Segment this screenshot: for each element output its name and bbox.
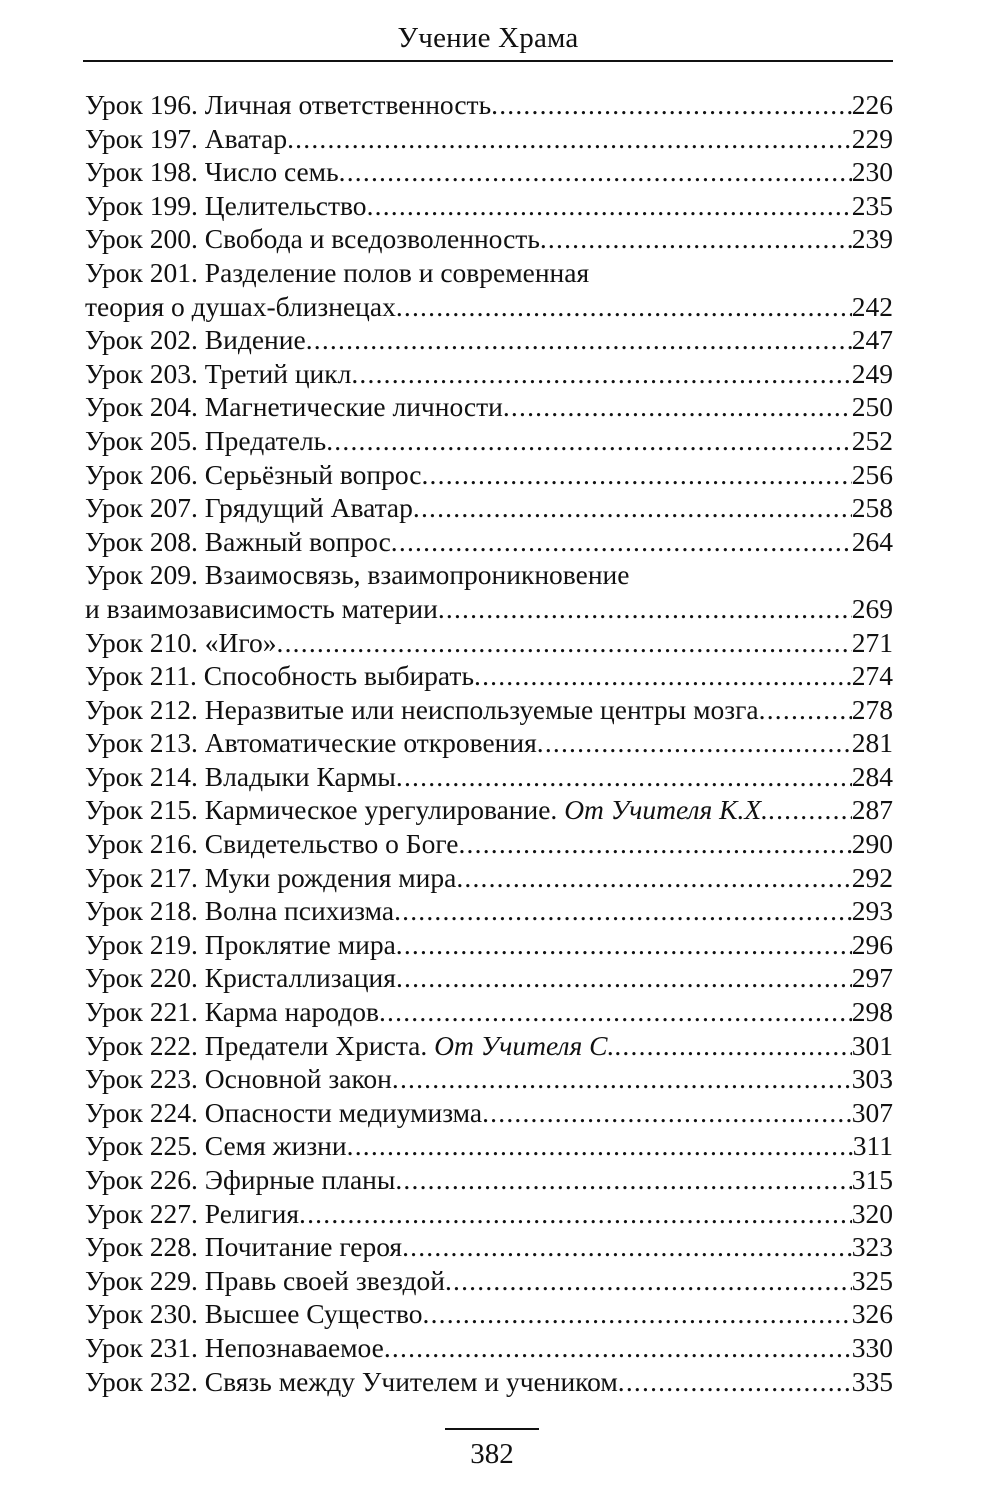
- dot-leader: [491, 88, 852, 122]
- toc-line: [85, 861, 893, 895]
- toc-lesson-label: Урок 216.: [85, 828, 198, 860]
- toc-page-number: 284: [851, 760, 893, 792]
- toc-lesson-label: Урок 225.: [85, 1130, 198, 1162]
- toc-title-line: [85, 760, 396, 794]
- toc-line: [85, 1029, 893, 1063]
- toc-lesson-label: Урок 227.: [85, 1197, 198, 1229]
- toc-lesson-label: Урок 202.: [85, 324, 198, 356]
- table-of-contents: [85, 88, 893, 1398]
- toc-entry: [85, 928, 893, 962]
- toc-title-line: [85, 1230, 402, 1264]
- toc-lesson-label: Урок 214.: [85, 760, 198, 792]
- toc-title-line: [85, 491, 413, 525]
- toc-title: Религия: [204, 1197, 300, 1229]
- toc-line: [85, 491, 893, 525]
- toc-page-number: 230: [851, 156, 893, 188]
- toc-entry: [85, 357, 893, 391]
- toc-title-line: [85, 357, 351, 391]
- toc-lesson-label: Урок 213.: [85, 727, 198, 759]
- toc-entry: [85, 1197, 893, 1231]
- toc-title: «Иго»: [204, 626, 277, 658]
- toc-entry: [85, 525, 893, 559]
- dot-leader: [402, 1230, 852, 1264]
- toc-line: [85, 1129, 893, 1163]
- toc-lesson-label: Урок 222.: [85, 1029, 198, 1061]
- toc-entry: [85, 256, 893, 323]
- toc-line: [85, 693, 893, 727]
- toc-title-line: [85, 827, 458, 861]
- toc-line: [85, 290, 893, 324]
- toc-page-number: 229: [851, 122, 893, 154]
- toc-page-number: 297: [851, 962, 893, 994]
- toc-line: [85, 961, 893, 995]
- toc-page-number: 256: [851, 458, 893, 490]
- toc-line: [85, 659, 893, 693]
- dot-leader: [396, 928, 852, 962]
- toc-page-number: 290: [851, 828, 893, 860]
- dot-leader: [482, 1096, 852, 1130]
- toc-entry: [85, 1129, 893, 1163]
- toc-page-number: 298: [851, 996, 893, 1028]
- toc-title-line: [85, 88, 491, 122]
- dot-leader: [421, 458, 851, 492]
- toc-page-number: 258: [851, 492, 893, 524]
- toc-entry: [85, 1163, 893, 1197]
- toc-lesson-label: Урок 215.: [85, 794, 198, 826]
- toc-lesson-label: Урок 199.: [85, 189, 198, 221]
- toc-title-line: [85, 558, 629, 592]
- toc-lesson-label: Урок 223.: [85, 1063, 198, 1095]
- toc-title: Личная ответственность: [204, 89, 492, 120]
- toc-title-line: [85, 1062, 392, 1096]
- toc-page-number: 278: [851, 693, 893, 725]
- toc-entry: [85, 558, 893, 625]
- toc-lesson-label: Урок 209.: [85, 559, 198, 591]
- toc-line: [85, 760, 893, 794]
- toc-lesson-label: Урок 203.: [85, 357, 198, 389]
- toc-title-line: [85, 122, 287, 156]
- toc-entry: [85, 390, 893, 424]
- toc-page-number: 325: [851, 1264, 893, 1296]
- toc-lesson-label: Урок 210.: [85, 626, 198, 658]
- toc-page-number: 303: [851, 1063, 893, 1095]
- toc-title: Семя жизни: [204, 1130, 347, 1162]
- toc-entry: [85, 1264, 893, 1298]
- toc-lesson-label: Урок 207.: [85, 492, 198, 524]
- toc-page-number: 269: [851, 592, 893, 624]
- toc-title: Связь между Учителем и учеником: [204, 1365, 618, 1397]
- toc-lesson-label: Урок 198.: [85, 156, 198, 188]
- toc-title: Серьёзный вопрос: [204, 458, 422, 490]
- toc-page-number: 296: [851, 928, 893, 960]
- toc-line: [85, 1096, 893, 1130]
- toc-title-line: [85, 1331, 384, 1365]
- dot-leader: [423, 1297, 852, 1331]
- toc-line: [85, 1365, 893, 1399]
- toc-page-number: 281: [851, 727, 893, 759]
- dot-leader: [413, 491, 852, 525]
- toc-title-line: [85, 525, 391, 559]
- toc-lesson-label: Урок 196.: [85, 89, 198, 120]
- toc-title: Число семь: [204, 156, 339, 188]
- toc-page-number: 335: [851, 1365, 893, 1397]
- dot-leader: [367, 189, 852, 223]
- toc-title: Разделение полов и современная: [204, 256, 590, 288]
- toc-line: [85, 122, 893, 156]
- toc-line: [85, 88, 893, 122]
- toc-line: [85, 525, 893, 559]
- toc-title: Опасности медиумизма: [204, 1096, 483, 1128]
- toc-title-line: [85, 222, 540, 256]
- dot-leader: [395, 1163, 851, 1197]
- toc-title: Свобода и вседозволенность: [204, 223, 540, 255]
- toc-lesson-label: Урок 221.: [85, 996, 198, 1028]
- toc-lesson-label: Урок 208.: [85, 525, 198, 557]
- toc-lesson-label: Урок 224.: [85, 1096, 198, 1128]
- toc-entry: [85, 222, 893, 256]
- toc-title-line: [85, 961, 396, 995]
- toc-entry: [85, 155, 893, 189]
- toc-entry: [85, 122, 893, 156]
- toc-page-number: 274: [851, 660, 893, 692]
- toc-title-line: [85, 424, 326, 458]
- dot-leader: [759, 693, 852, 727]
- toc-lesson-label: Урок 228.: [85, 1231, 198, 1263]
- toc-title-continuation: и взаимозависимость материи: [85, 592, 438, 624]
- toc-line: [85, 256, 893, 290]
- dot-leader: [537, 726, 852, 760]
- toc-title-line: [85, 693, 759, 727]
- toc-entry: [85, 323, 893, 357]
- toc-line: [85, 323, 893, 357]
- page-number: 382: [470, 1438, 514, 1470]
- toc-title-line: [85, 861, 456, 895]
- toc-entry: [85, 189, 893, 223]
- toc-entry: [85, 88, 893, 122]
- toc-page-number: 242: [851, 290, 893, 322]
- dot-leader: [299, 1197, 852, 1231]
- toc-title: Способность выбирать: [203, 660, 474, 692]
- toc-page-number: 239: [851, 223, 893, 255]
- toc-lesson-label: Урок 232.: [85, 1365, 198, 1397]
- toc-entry: [85, 793, 893, 827]
- toc-page-number: 235: [851, 189, 893, 221]
- toc-title: Предатель: [204, 424, 327, 456]
- dot-leader: [347, 1129, 853, 1163]
- toc-title: Владыки Кармы: [204, 760, 396, 792]
- dot-leader: [391, 525, 852, 559]
- toc-line: [85, 726, 893, 760]
- toc-line: [85, 357, 893, 391]
- toc-line: [85, 995, 893, 1029]
- toc-line: [85, 390, 893, 424]
- toc-lesson-label: Урок 220.: [85, 962, 198, 994]
- toc-title: Высшее Существо: [204, 1298, 423, 1330]
- toc-page-number: 247: [851, 324, 893, 356]
- toc-lesson-label: Урок 206.: [85, 458, 198, 490]
- toc-lesson-label: Урок 200.: [85, 223, 198, 255]
- toc-entry: [85, 726, 893, 760]
- toc-entry: [85, 995, 893, 1029]
- toc-page-number: 249: [851, 357, 893, 389]
- dot-leader: [445, 1264, 852, 1298]
- dot-leader: [394, 894, 852, 928]
- footer-rule: [445, 1428, 539, 1430]
- toc-page-number: 250: [851, 391, 893, 423]
- dot-leader: [339, 155, 852, 189]
- toc-title: Аватар: [204, 122, 288, 154]
- toc-line: [85, 626, 893, 660]
- toc-entry: [85, 1230, 893, 1264]
- toc-title-line: [85, 256, 589, 290]
- toc-line: [85, 458, 893, 492]
- toc-line: [85, 1062, 893, 1096]
- toc-page-number: 264: [851, 525, 893, 557]
- toc-page-number: 252: [851, 424, 893, 456]
- toc-title-line: [85, 1264, 445, 1298]
- toc-lesson-label: Урок 204.: [85, 391, 198, 423]
- toc-author: От Учителя С.: [434, 1029, 615, 1061]
- toc-lesson-label: Урок 218.: [85, 895, 198, 927]
- header-rule: [83, 60, 893, 62]
- toc-title-line: [85, 995, 379, 1029]
- toc-entry: [85, 1096, 893, 1130]
- toc-entry: [85, 491, 893, 525]
- toc-lesson-label: Урок 231.: [85, 1331, 198, 1363]
- dot-leader: [384, 1331, 852, 1365]
- toc-title-line: [85, 189, 367, 223]
- toc-title-line: [85, 323, 306, 357]
- toc-line: [85, 155, 893, 189]
- toc-page-number: 307: [851, 1096, 893, 1128]
- toc-lesson-label: Урок 212.: [85, 693, 198, 725]
- toc-title: Эфирные планы: [204, 1164, 396, 1195]
- dot-leader: [474, 659, 852, 693]
- toc-title-line: [85, 626, 277, 660]
- toc-entry: [85, 626, 893, 660]
- toc-page-number: 326: [851, 1298, 893, 1330]
- dot-leader: [768, 793, 852, 827]
- toc-title-line: [85, 1197, 299, 1231]
- toc-entry: [85, 693, 893, 727]
- dot-leader: [277, 626, 852, 660]
- toc-line: [85, 592, 893, 626]
- toc-entry: [85, 1062, 893, 1096]
- toc-entry: [85, 1365, 893, 1399]
- dot-leader: [379, 995, 852, 1029]
- toc-lesson-label: Урок 226.: [85, 1164, 198, 1195]
- toc-page-number: 293: [851, 895, 893, 927]
- toc-line: [85, 1297, 893, 1331]
- toc-title: Взаимосвязь, взаимопроникновение: [204, 559, 630, 591]
- toc-entry: [85, 961, 893, 995]
- dot-leader: [438, 592, 852, 626]
- toc-lesson-label: Урок 211.: [85, 660, 197, 692]
- toc-author: От Учителя К.Х.: [564, 794, 768, 826]
- toc-title-line: [85, 659, 474, 693]
- toc-entry: [85, 861, 893, 895]
- dot-leader: [351, 357, 851, 391]
- toc-line: [85, 827, 893, 861]
- toc-title: Кристаллизация: [204, 962, 396, 994]
- toc-page-number: 330: [851, 1331, 893, 1363]
- toc-title: Магнетические личности: [204, 391, 503, 423]
- toc-title: Свидетельство о Боге: [204, 828, 459, 860]
- toc-line: [85, 1230, 893, 1264]
- toc-title-line: [85, 1163, 395, 1197]
- toc-lesson-label: Урок 201.: [85, 256, 198, 288]
- toc-title: Правь своей звездой: [204, 1264, 445, 1296]
- toc-page-number: 315: [851, 1164, 893, 1195]
- toc-page-number: 323: [851, 1231, 893, 1263]
- toc-entry: [85, 659, 893, 693]
- dot-leader: [458, 827, 851, 861]
- toc-lesson-label: Урок 217.: [85, 861, 198, 893]
- toc-title: Почитание героя: [204, 1231, 403, 1263]
- toc-entry: [85, 1331, 893, 1365]
- toc-line: [85, 894, 893, 928]
- dot-leader: [326, 424, 852, 458]
- toc-title-line: [85, 1029, 614, 1063]
- toc-title-line: [85, 1297, 423, 1331]
- dot-leader: [503, 390, 852, 424]
- toc-title-line: [85, 1096, 482, 1130]
- toc-page-number: 311: [852, 1130, 893, 1162]
- dot-leader: [396, 290, 852, 324]
- toc-line: [85, 558, 893, 592]
- dot-leader: [614, 1029, 851, 1063]
- toc-title: Муки рождения мира: [204, 861, 457, 893]
- toc-title: Волна психизма: [204, 895, 395, 927]
- toc-lesson-label: Урок 205.: [85, 424, 198, 456]
- toc-page-number: 320: [851, 1197, 893, 1229]
- toc-line: [85, 424, 893, 458]
- running-head: Учение Храма: [397, 22, 579, 54]
- toc-title: Неразвитые или неиспользуемые центры мозга: [204, 693, 759, 725]
- toc-lesson-label: Урок 219.: [85, 928, 198, 960]
- toc-title: Важный вопрос: [204, 525, 391, 557]
- toc-page-number: 271: [851, 626, 893, 658]
- toc-title: Автоматические откровения: [204, 727, 537, 759]
- toc-page-number: 287: [851, 794, 893, 826]
- toc-title: Кармическое урегулирование.: [204, 794, 558, 826]
- toc-title-line: [85, 928, 396, 962]
- dot-leader: [618, 1365, 852, 1399]
- dot-leader: [306, 323, 852, 357]
- toc-entry: [85, 894, 893, 928]
- toc-lesson-label: Урок 197.: [85, 122, 198, 154]
- dot-leader: [540, 222, 852, 256]
- toc-entry: [85, 827, 893, 861]
- toc-page-number: 226: [851, 89, 893, 120]
- toc-lesson-label: Урок 230.: [85, 1298, 198, 1330]
- toc-title-line: [85, 894, 394, 928]
- toc-title: Грядущий Аватар: [204, 492, 413, 524]
- toc-entry: [85, 1029, 893, 1063]
- toc-title-line: [85, 458, 421, 492]
- toc-title-line: [85, 726, 537, 760]
- toc-title: Проклятие мира: [204, 928, 396, 960]
- toc-line: [85, 1264, 893, 1298]
- toc-line: [85, 1163, 893, 1197]
- toc-page-number: 292: [851, 861, 893, 893]
- toc-title-line: [85, 155, 339, 189]
- dot-leader: [456, 861, 851, 895]
- toc-title: Непознаваемое: [204, 1331, 384, 1363]
- toc-title-line: [85, 390, 503, 424]
- toc-title-line: [85, 793, 768, 827]
- toc-entry: [85, 1297, 893, 1331]
- toc-title-line: [85, 1129, 347, 1163]
- toc-title-line: [85, 1365, 618, 1399]
- toc-line: [85, 1331, 893, 1365]
- toc-title-continuation: теория о душах-близнецах: [85, 290, 396, 322]
- toc-entry: [85, 424, 893, 458]
- toc-title: Целительство: [204, 189, 367, 221]
- toc-line: [85, 928, 893, 962]
- dot-leader: [396, 961, 852, 995]
- toc-line: [85, 793, 893, 827]
- toc-line: [85, 1197, 893, 1231]
- toc-title: Третий цикл: [204, 357, 352, 389]
- dot-leader: [392, 1062, 852, 1096]
- toc-entry: [85, 458, 893, 492]
- toc-title: Предатели Христа.: [204, 1029, 428, 1061]
- toc-title: Карма народов: [204, 996, 379, 1028]
- toc-line: [85, 222, 893, 256]
- toc-title: Основной закон: [204, 1063, 392, 1095]
- toc-page-number: 301: [851, 1029, 893, 1061]
- dot-leader: [396, 760, 852, 794]
- toc-line: [85, 189, 893, 223]
- toc-lesson-label: Урок 229.: [85, 1264, 198, 1296]
- dot-leader: [287, 122, 852, 156]
- toc-entry: [85, 760, 893, 794]
- toc-title: Видение: [204, 324, 306, 356]
